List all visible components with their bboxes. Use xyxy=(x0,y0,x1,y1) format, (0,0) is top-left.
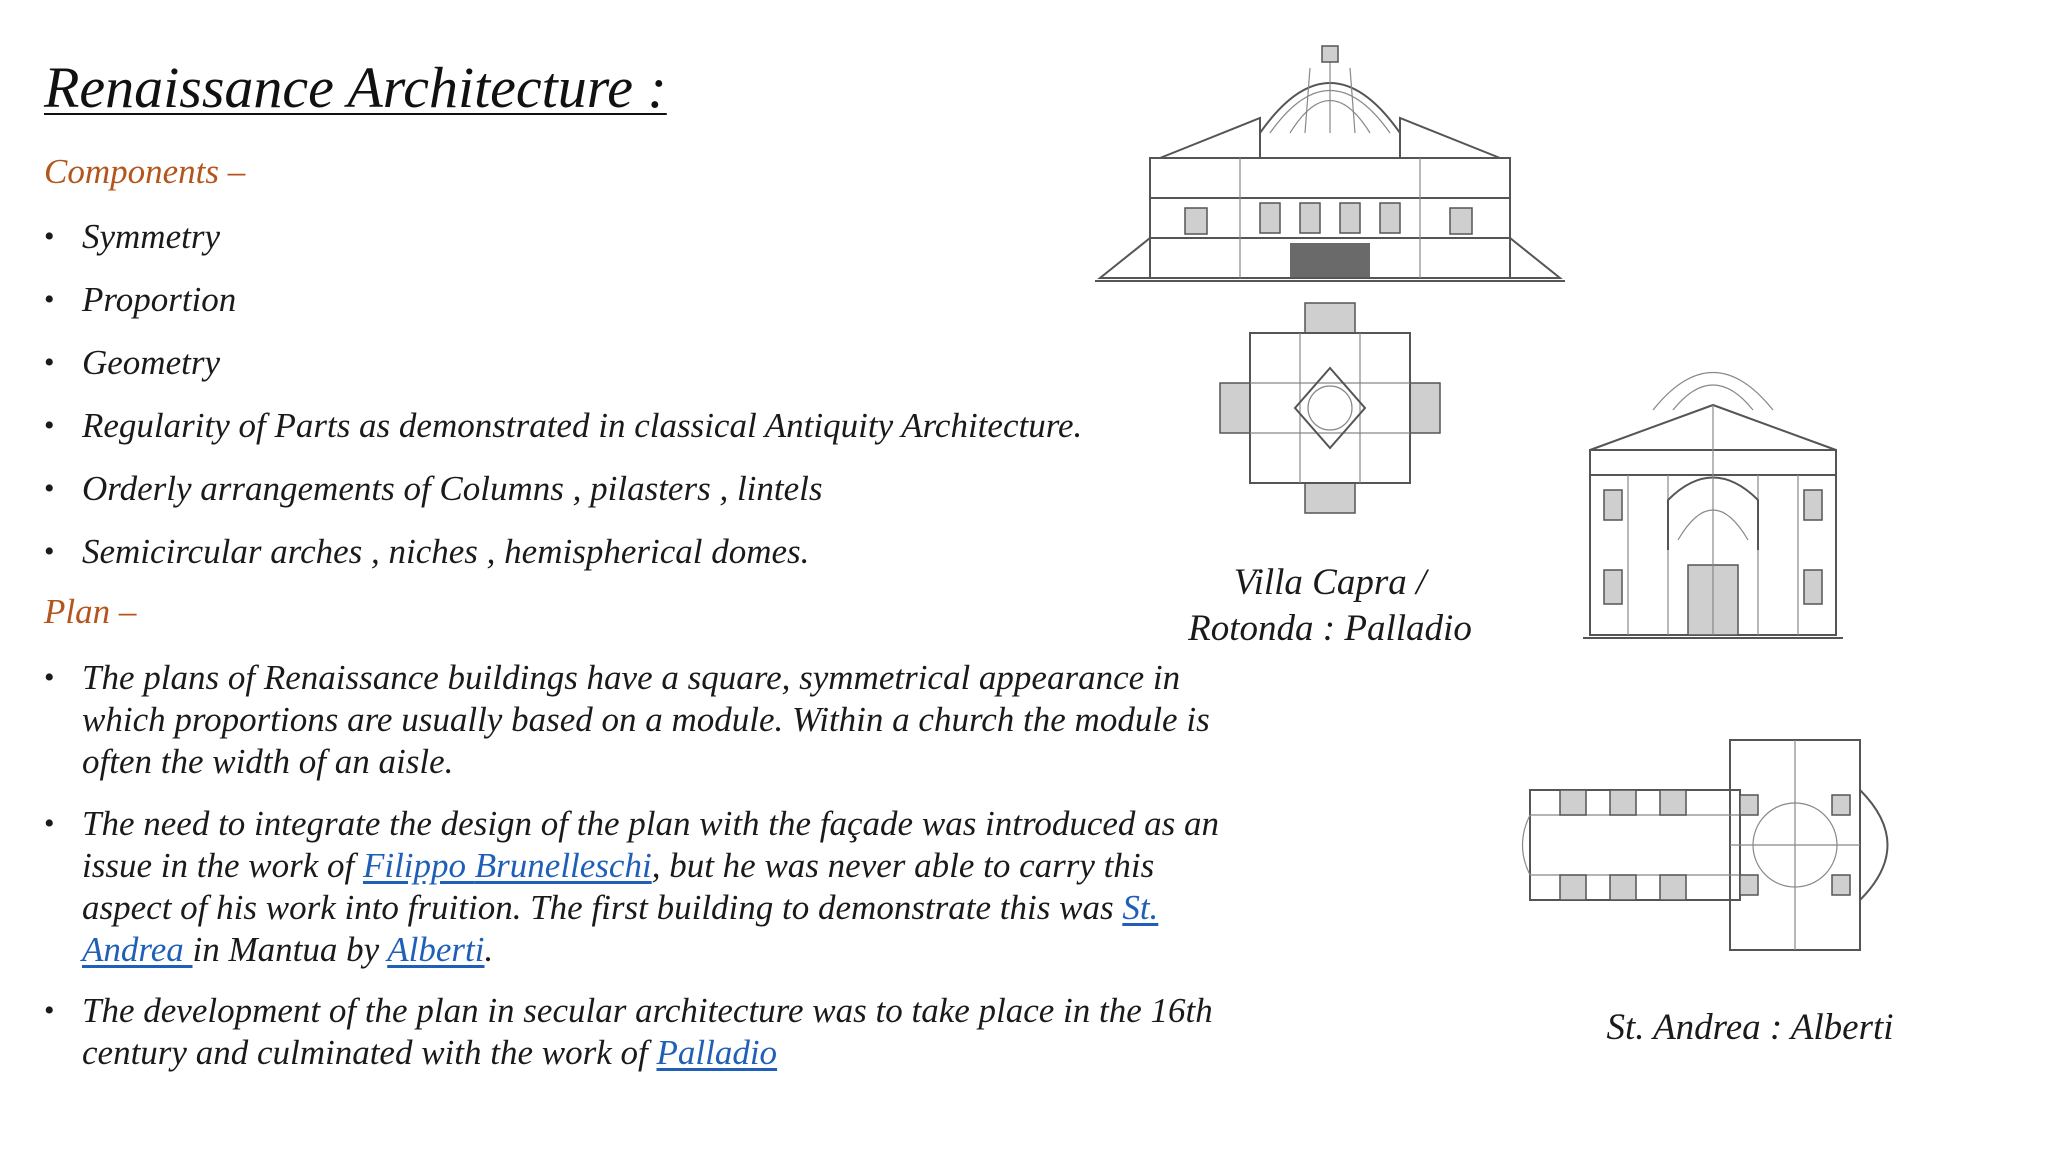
villa-rotonda-section-drawing xyxy=(1090,38,1570,288)
link-brunelleschi[interactable]: Brunelleschi xyxy=(474,846,652,885)
component-item-text: Orderly arrangements of Columns , pilasters , lintels xyxy=(82,469,823,508)
link-filippo[interactable]: Filippo xyxy=(362,846,475,885)
components-heading: Components – xyxy=(44,152,246,191)
component-item-text: Symmetry xyxy=(82,217,221,256)
st-andrea-plan-drawing xyxy=(1520,735,1920,955)
bullet-dot: • xyxy=(44,535,55,568)
plan-paragraph-2 xyxy=(44,803,1234,973)
bullet-dot: • xyxy=(44,994,55,1027)
text-run: . xyxy=(484,930,494,969)
component-item-text: Semicircular arches , niches , hemispherical domes. xyxy=(82,532,810,571)
plan-paragraph-2-text xyxy=(82,803,1234,971)
st-andrea-caption: St. Andrea : Alberti xyxy=(1606,1007,1894,1048)
link-st-andrea[interactable]: St. Andrea xyxy=(82,888,1159,969)
plan-paragraph-1-text: The plans of Renaissance buildings have a square, symmetrical appearance in which proportions are usually based on a module. Within a church the module is often the width of an aisle. xyxy=(82,658,1210,781)
bullet-dot: • xyxy=(44,807,55,840)
andrea-plan-svg xyxy=(1520,735,1920,955)
villa-section-svg xyxy=(1090,38,1570,288)
text-run: The development of the plan in secular architecture was to take place in the 16th century and culminated with the work of xyxy=(82,991,1213,1072)
component-item-text: Geometry xyxy=(82,343,221,382)
plan-paragraph-1 xyxy=(44,657,1234,787)
bullet-dot: • xyxy=(44,283,55,316)
bullet-dot: • xyxy=(44,472,55,505)
st-andrea-facade-drawing xyxy=(1578,340,1848,650)
bullet-dot: • xyxy=(44,661,55,694)
bullet-dot: • xyxy=(44,409,55,442)
text-run: , but he was never able to carry this aspect of his work into fruition. The first building to demonstrate this was xyxy=(82,846,1155,927)
bullet-dot: • xyxy=(44,220,55,253)
component-item-text: Proportion xyxy=(82,280,237,319)
villa-caption-line-1: Villa Capra / xyxy=(1233,562,1427,603)
link-palladio[interactable]: Palladio xyxy=(656,1033,778,1072)
facade-svg xyxy=(1578,340,1848,650)
villa-plan-svg xyxy=(1215,298,1445,518)
plan-paragraph-3-text xyxy=(82,990,1234,1074)
text-run: The need to integrate the design of the plan with the façade was introduced as an issue in the work of xyxy=(82,804,1220,885)
villa-caption xyxy=(1150,560,1510,652)
component-item-text: Regularity of Parts as demonstrated in classical Antiquity Architecture. xyxy=(82,406,1083,445)
plan-heading: Plan – xyxy=(44,592,137,631)
villa-caption-line-2: Rotonda : Palladio xyxy=(1188,608,1472,649)
link-alberti[interactable]: Alberti xyxy=(387,930,485,969)
bullet-dot: • xyxy=(44,346,55,379)
villa-rotonda-plan-drawing xyxy=(1215,298,1445,518)
text-run: in Mantua by xyxy=(192,930,388,969)
slide-title: Renaissance Architecture : xyxy=(44,55,667,120)
plan-paragraph-3 xyxy=(44,990,1234,1080)
